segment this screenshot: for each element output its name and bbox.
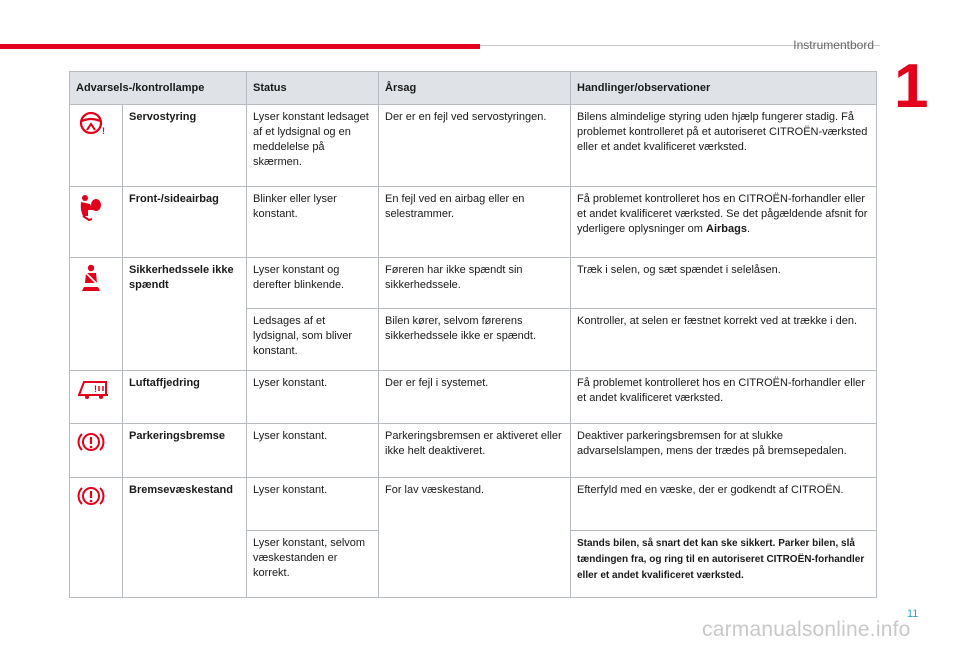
lamp-status: Ledsages af et lydsignal, som bliver konstant. xyxy=(247,309,379,371)
table-header-row xyxy=(70,72,877,105)
seatbelt-icon xyxy=(76,284,106,296)
column-header-cause: Årsag xyxy=(379,72,571,105)
table-row xyxy=(70,105,877,187)
lamp-action: Kontroller, at selen er fæstnet korrekt ved at trække i den. xyxy=(571,309,877,371)
lamp-status: Blinker eller lyser konstant. xyxy=(247,187,379,258)
svg-text:!: ! xyxy=(102,126,105,136)
brake-warning-icon xyxy=(76,500,106,512)
action-text-end: . xyxy=(746,223,751,235)
lamp-action: Få problemet kontrolleret hos en CITROËN-forhandler eller et andet kvalificeret værksted. xyxy=(571,371,877,424)
icon-cell xyxy=(70,187,123,258)
table-row xyxy=(70,478,877,531)
action-text: Få problemet kontrolleret hos en CITROËN-forhandler eller et andet kvalificeret værksted. Se det pågældende afsnit for yderligere oplysninger om xyxy=(577,193,868,235)
table-row xyxy=(70,258,877,309)
lamp-action: Træk i selen, og sæt spændet i selelåsen. xyxy=(571,258,877,309)
lamp-name: Sikkerhedssele ikke spændt xyxy=(123,258,247,371)
lamp-status: Lyser konstant, selvom væskestanden er korrekt. xyxy=(247,531,379,598)
air-suspension-icon xyxy=(76,384,110,403)
lamp-status: Lyser konstant. xyxy=(247,424,379,478)
chapter-number: 1 xyxy=(894,52,929,121)
lamp-action: Stands bilen, så snart det kan ske sikkert. Parker bilen, slå tændingen fra, og ring til en autoriseret CITROËN-forhandler eller et andet kvalificeret værksted. xyxy=(571,531,877,598)
lamp-name: Parkeringsbremse xyxy=(123,424,247,478)
lamp-cause: Parkeringsbremsen er aktiveret eller ikke helt deaktiveret. xyxy=(379,424,571,478)
page-number: 11 xyxy=(907,608,919,620)
lamp-cause: For lav væskestand. xyxy=(379,478,571,598)
lamp-action: Deaktiver parkeringsbremsen for at slukke advarselslampen, mens der trædes på bremsepedalen. xyxy=(571,424,877,478)
lamp-status: Lyser konstant og derefter blinkende. xyxy=(247,258,379,309)
lamp-name: Front-/sideairbag xyxy=(123,187,247,258)
steering-wheel-warning-icon xyxy=(76,127,106,139)
lamp-cause: Der er fejl i systemet. xyxy=(379,371,571,424)
icon-cell xyxy=(70,105,123,187)
lamp-action: Efterfyld med en væske, der er godkendt af CITROËN. xyxy=(571,478,877,531)
column-header-action: Handlinger/observationer xyxy=(571,72,877,105)
icon-cell xyxy=(70,371,123,424)
airbags-reference: Airbags xyxy=(706,223,747,235)
warning-lamp-table xyxy=(69,71,877,598)
header-red-bar xyxy=(0,44,480,49)
lamp-cause: En fejl ved en airbag eller en selestrammer. xyxy=(379,187,571,258)
lamp-cause: Bilen kører, selvom førerens sikkerhedssele ikke er spændt. xyxy=(379,309,571,371)
lamp-status: Lyser konstant ledsaget af et lydsignal og en meddelelse på skærmen. xyxy=(247,105,379,187)
watermark: carmanualsonline.info xyxy=(702,618,911,641)
column-header-lamp: Advarsels-/kontrollampe xyxy=(70,72,247,105)
column-header-status: Status xyxy=(247,72,379,105)
table-row xyxy=(70,424,877,478)
icon-cell xyxy=(70,258,123,371)
lamp-name: Bremsevæskestand xyxy=(123,478,247,598)
section-title: Instrumentbord xyxy=(793,38,874,52)
lamp-cause: Der er en fejl ved servostyringen. xyxy=(379,105,571,187)
lamp-status: Lyser konstant. xyxy=(247,478,379,531)
lamp-status: Lyser konstant. xyxy=(247,371,379,424)
lamp-action xyxy=(571,187,877,258)
lamp-name: Luftaffjedring xyxy=(123,371,247,424)
icon-cell xyxy=(70,424,123,478)
icon-cell xyxy=(70,478,123,598)
lamp-name: Servostyring xyxy=(123,105,247,187)
table-row xyxy=(70,187,877,258)
lamp-action: Bilens almindelige styring uden hjælp fungerer stadig. Få problemet kontrolleret på et autoriseret CITROËN-værksted eller et andet kvalificeret værksted. xyxy=(571,105,877,187)
airbag-icon xyxy=(76,213,106,225)
table-row xyxy=(70,371,877,424)
brake-warning-icon xyxy=(76,446,106,458)
svg-text:!: ! xyxy=(94,384,97,394)
lamp-cause: Føreren har ikke spændt sin sikkerhedssele. xyxy=(379,258,571,309)
